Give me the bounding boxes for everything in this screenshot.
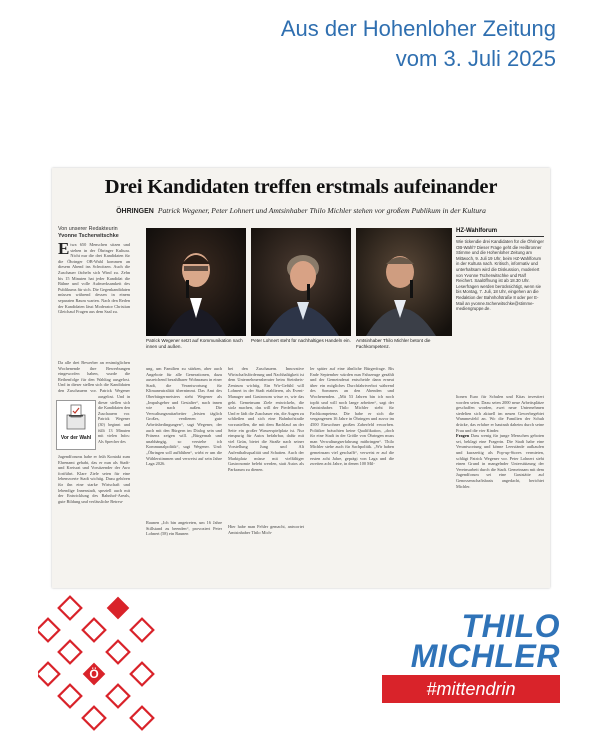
ballot-box-graphic [56, 400, 96, 450]
photo-caption-3: Amtsinhaber Thilo Michler betont die Fachkompetenz. [356, 338, 431, 349]
subline-text: Patrick Wegener, Peter Lohnert und Amtsinhaber Thilo Michler stehen vor großem Publikum in der Kultura [157, 206, 486, 215]
ballot-icon [57, 401, 95, 433]
infobox-title: HZ-Wahlforum [456, 228, 544, 237]
column-3b-text: Hier habe man Fehler gemacht, antwortet Amtsinhaber Thilo Mich- [228, 524, 304, 535]
article-column-2b [146, 520, 222, 560]
article-column-3 [228, 366, 304, 520]
photo-peter-lohnert [251, 228, 351, 336]
infobox-wahlforum [456, 228, 544, 388]
newspaper-source-heading [281, 14, 556, 74]
photo-caption-2: Peter Lohnert steht für nachhaltiges Handeln ein. [251, 338, 351, 343]
byline-author: Yvonne Tscherwitschke [58, 233, 119, 239]
column-1b-text: Da alle drei Bewerber an erstmöglichen Wochenende ihre Bewerbungen eingeworfen haben, wurde die Reihenfolge für den Wahltag ausgelost. Und in dieser stellen sich die Kandidaten den Zuschauern vor. Patrick Wegener [58, 360, 130, 393]
photo-caption-1: Patrick Wegener setzt auf Kommunikation nach innen und außen. [146, 338, 243, 349]
logo-name-line-2: MICHLER [410, 638, 560, 674]
logo-hashtag: #mittendrin [382, 675, 560, 703]
byline-line-1: Von unserer Redakteurin [58, 226, 118, 232]
article-column-5 [456, 394, 544, 564]
column-5-text: lionen Euro für Schulen und Kitas investiert worden seien. Dazu seien 2000 neue Arbeitsplätze geschaffen worden, zwei neue Unternehmen siedelten sich aktuell im neuen Gewerbegebiet Wammesfeld an. Wo die Familien der Schuh drücke, das erfahre er hautnah daheim durch seine Frau und die vier Kinder. [456, 394, 544, 433]
column-3-text: bei den Zuschauern. Innovative Wirtschaftsförderung und Nachhaltigkeit ist dem Unternehmensberater beim Steinbeis-Zentrum wichtig. Ein Wir-Gefühl will Lohnert in der Stadt etablieren, als Event-Manager und Gastronom wisse er, wie das geht. Gemeinsam Ziele entwickeln, die stolz machen, das will der Piedelbacher. Und er lädt die Zuschauer ein, die Augen zu schließen und sich eine Bahnhofstraße vorzustellen, die mit dem Bachlauf an der Seite ein großer Wasserspielplatz ist. Nur einspurig für Autos befahrbar, dafür mit viel Grün, bietet die Straße nach seiner Vorstellung Jung und Alt Aufenthaltsqualität und Schatten. Auch der Marktplatz müsse mit vielfältiger Gastronomie belebt werden, statt Autos als Parkraum zu dienen. [228, 366, 304, 472]
newspaper-clipping [52, 168, 550, 588]
source-line-1: Aus der Hohenloher Zeitung [280, 16, 556, 41]
speaker-photo-1 [146, 228, 246, 336]
article-headline: Drei Kandidaten treffen erstmals aufeinander [104, 176, 498, 198]
byline [58, 226, 119, 240]
speaker-photo-2 [251, 228, 351, 336]
ballot-label: Vor der Wahl [60, 435, 92, 441]
emblem-letter: Ö [89, 667, 99, 681]
column-5-subhead: Fragen [456, 433, 470, 439]
photo-thilo-michler [356, 228, 452, 336]
column-1-text: twa 650 Menschen sitzen und stehen in der Öhringer Kultura. Nicht nur die drei Kandidaten für die Öhringer OB-Wahl kommen an diesem Abend ins Schwitzen. Auch die Zuschauer fächeln sich Wind zu. Zehn bis 15 Minuten hat jeder Kandidat die Bühne und volle Aufmerksamkeit des Publikums für sich. Die Gegenkandidaten müssen während dessen in einem separaten Raum warten. Nach den Reden der Kandidaten lässt Moderator Christian Gleichauf Fragen aus dem Saal zu. [58, 242, 130, 315]
photo-patrick-wegener [146, 228, 246, 336]
column-1c-text: ausgelost. Und in dieser stellen sich die Kandidaten den Zuschauern vor. Patrick Wegener (30) beginnt und füllt 13 Minuten mit vielen Infos: Als Sprecher des [98, 394, 130, 444]
article-subline [52, 206, 550, 215]
column-4-text: ler später auf eine ähnliche Bürgerfrage. Bis Ende September würden nun Fahrzeuge gezählt und der Gemeinderat entscheide dann erneut über ein mögliches Durchfahrtverbot während des Sommers an den Abenden und Wochenenden. „Mit 53 Jahren bin ich noch topfit und will noch lange arbeiten“, sagt der Amtsinhaber. Thilo Michler steht für Fachkompetenz. Die habe er sich die vergangenen 16 Jahre in Öhringen und zuvor im 4500 Einwohner großen Zaberfeld erworben. Politiker bräuchten keine Qualifikation, „doch für eine Stadt in der Größe von Öhringen muss man Verwaltungserfahrung mitbringen“. Thilo Michler stehe auch für Sachpolitik. „Wir haben gemeinsam viel geschafft“, verweist er auf die ersten acht Jahre, geprägt von Laga und die zweiten acht Jahre, in denen 100 Mil- [310, 366, 394, 467]
column-1d-text: Jugendforums habe er früh Kontakt zum Ehrenamt gehabt, das er nun als Stadt- und Kreisrat und Vorsitzender der Awo fortführt. Klare Ziele seien für eine lebenswerte Stadt wichtig. Dazu gehören für ihn eine starke Wirtschaft und lebendige Innenstadt, speziell auch mit der Entwicklung des Bahnhof-Areals, gute Bildung und verlässliche Betreu- [58, 454, 130, 504]
article-column-3b [228, 524, 304, 560]
thilo-michler-logo [382, 608, 560, 701]
article-column-1c [98, 394, 130, 454]
column-5-text-2: Dass wenig für junge Menschen geboten sei, beklagt eine Fragerin. Die Stadt habe eine Verantwortung und könne Leerstände aufkaufen und kurzzeitig als Pop-up-Stores vermieten, schlägt Patrick Wegener vor. Peter Lohnert sieht einen Grund in mangelnder Unterstützung der Vereinsarbeit durch die Stadt. Gemeinsam mit dem Jugendforum sei eine Gaststätte auf Genossenschaftsbasis angedacht, berichtet Michler. [456, 433, 544, 489]
diamond-pattern-icon [38, 592, 168, 742]
logo-name-line-1: THILO [461, 608, 560, 644]
column-2b-text: Raunen „Ich bin angetreten, um 16 Jahre Stillstand zu beenden“, provoziert Peter Lohnert (58) ein Raunen [146, 520, 222, 537]
article-column-4 [310, 366, 394, 566]
column-2-text: ung, um Familien zu stärken, aber auch Angebote für alle Generationen, dazu ausreichend bezahlbarer Wohnraum in einer Stadt, die Verantwortung für Klimaneutralität übernimmt. Das Amt des Oberbürgermeisters sieht Wegener als „Impulsgeber und Gestalter“, nach innen wie nach außen. Die Verwaltungsmitarbeiter „leisten täglich Großes, verdienen gute Arbeitsbedingungen“, sagt Wegener, der auch mit den Bürgern im Dialog sein und Präsenz zeigen will. „Bürgernah und unabhängig, so verstehe ich Kommunalpolitik“, sagt Wegener. Und: „Öhringen soll aufblühen“, wirbt er um die Wählerstimmen und verweist auf sein Jahre Laga 2026. [146, 366, 222, 467]
dropcap: E [58, 242, 70, 258]
source-line-2: vom 3. Juli 2025 [395, 46, 556, 71]
article-column-2 [146, 366, 222, 516]
dateline: ÖHRINGEN [116, 208, 154, 215]
infobox-text: Wie tickendie drei Kandidaten für die Öhringer OB-Wahl? Dieser Frage geht die Heilbronner Stimme und die Hohenloher Zeitung am Mittwoch, 9. Juli 19 Uhr, beim HZ-Wahlforum in der Kultura nach. Kritisch, informativ und unterhaltsam wird die Diskussion, moderiert von Yvonne Tscherwitschke und Ralf Reichert. Saalöffnung ist ab 18.30 Uhr. Leserfragen werden berücksichtigt, wenn sie bis Montag, 7. Juli, 18 Uhr, eingehen an die Redaktion der Bahnhofstraße 8 oder per E-Mail an yvonne.tscherwitschke@stimme-mediengruppe.de. [456, 239, 544, 312]
article-column-1b [58, 360, 130, 394]
speaker-photo-3 [356, 228, 452, 336]
oehringen-emblem-pattern [38, 592, 168, 742]
article-column-1d [58, 454, 130, 584]
